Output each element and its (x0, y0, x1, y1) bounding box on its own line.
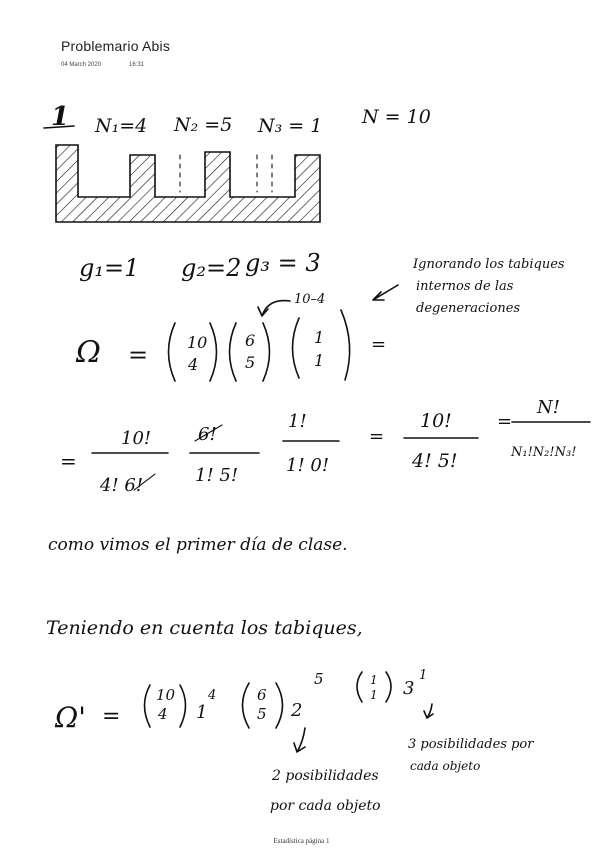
frac2-denominator: 1! 5! (195, 465, 239, 486)
arrow-to-note-3 (424, 704, 433, 718)
binom2-bottom: 5 (245, 353, 256, 372)
binomial-5 (243, 683, 283, 728)
n-total-label: N = 10 (362, 106, 431, 128)
base-2: 2 (291, 700, 303, 721)
frac4-denominator: 4! 5! (412, 450, 458, 472)
binomial-1 (169, 323, 217, 381)
frac5-denominator: N₁!N₂!N₃! (511, 445, 577, 460)
binom6-bottom: 1 (370, 688, 378, 702)
note-3-line-1: 3 posibilidades por (408, 737, 534, 752)
binom1-top: 10 (187, 333, 208, 352)
box-diagram (56, 145, 320, 222)
frac3-denominator: 1! 0! (286, 455, 330, 476)
g2-label: g₂=2 (181, 254, 242, 282)
frac2-numerator: 6! (198, 424, 217, 445)
binom2-top: 6 (245, 331, 256, 350)
frac1-denominator: 4! 6! (100, 475, 144, 496)
note-2-line-1: 2 posibilidades (272, 768, 379, 784)
label-10-4: 10–4 (294, 292, 326, 307)
note-date: 04 March 2020 (61, 62, 102, 68)
binom4-bottom: 4 (158, 705, 168, 723)
frac4-numerator: 10! (420, 410, 452, 432)
n3-label: N₃ = 1 (258, 115, 323, 137)
binom5-bottom: 5 (257, 705, 267, 723)
equals-6: = (102, 704, 121, 729)
binomial-6 (357, 672, 391, 702)
omega-prime: Ω' (55, 701, 86, 734)
frac1-numerator: 10! (121, 428, 152, 449)
curved-arrow (258, 301, 290, 316)
g1-label: g₁=1 (79, 254, 140, 282)
base-1: 1 (196, 702, 208, 723)
frac3-numerator: 1! (288, 411, 307, 432)
annotation-arrow (373, 285, 398, 300)
exponent-4: 4 (208, 688, 217, 703)
annotation-line-1: Ignorando los tabiques (413, 257, 565, 272)
base-3: 3 (403, 678, 415, 699)
annotation-line-3: degeneraciones (416, 301, 521, 316)
binom3-top: 1 (314, 328, 325, 347)
binom5-top: 6 (257, 686, 267, 704)
binomial-3 (293, 310, 350, 380)
line-teniendo: Teniendo en cuenta los tabiques, (46, 617, 363, 639)
problem-number: 1 (51, 102, 70, 132)
note-time: 16:31 (129, 62, 145, 68)
binom1-bottom: 4 (188, 355, 199, 374)
page-footer: Estadística página 1 (273, 837, 330, 845)
problem-number-underline (44, 126, 74, 128)
binom6-top: 1 (370, 673, 378, 687)
equals-5: = (497, 411, 513, 432)
arrow-to-note-2 (294, 728, 305, 752)
binom4-top: 10 (156, 686, 176, 704)
n2-label: N₂ =5 (174, 114, 233, 136)
omega-symbol: Ω (76, 335, 101, 370)
binomial-4 (145, 685, 186, 727)
equals-1: = (128, 341, 149, 369)
note-3-line-2: cada objeto (410, 759, 481, 773)
exponent-5: 5 (314, 670, 324, 688)
exponent-1: 1 (419, 668, 428, 683)
page-title: Problemario Abis (61, 38, 171, 54)
line-como-vimos: como vimos el primer día de clase. (48, 535, 348, 555)
n1-label: N₁=4 (95, 115, 148, 137)
g3-label: g₃ = 3 (245, 249, 321, 277)
frac5-numerator: N! (537, 397, 560, 418)
equals-4: = (369, 426, 385, 447)
annotation-line-2: internos de las (416, 279, 514, 294)
equals-3: = (60, 449, 77, 473)
note-2-line-2: por cada objeto (270, 798, 381, 814)
binom3-bottom: 1 (314, 351, 325, 370)
equals-2: = (371, 334, 387, 355)
binomial-2 (230, 323, 270, 381)
